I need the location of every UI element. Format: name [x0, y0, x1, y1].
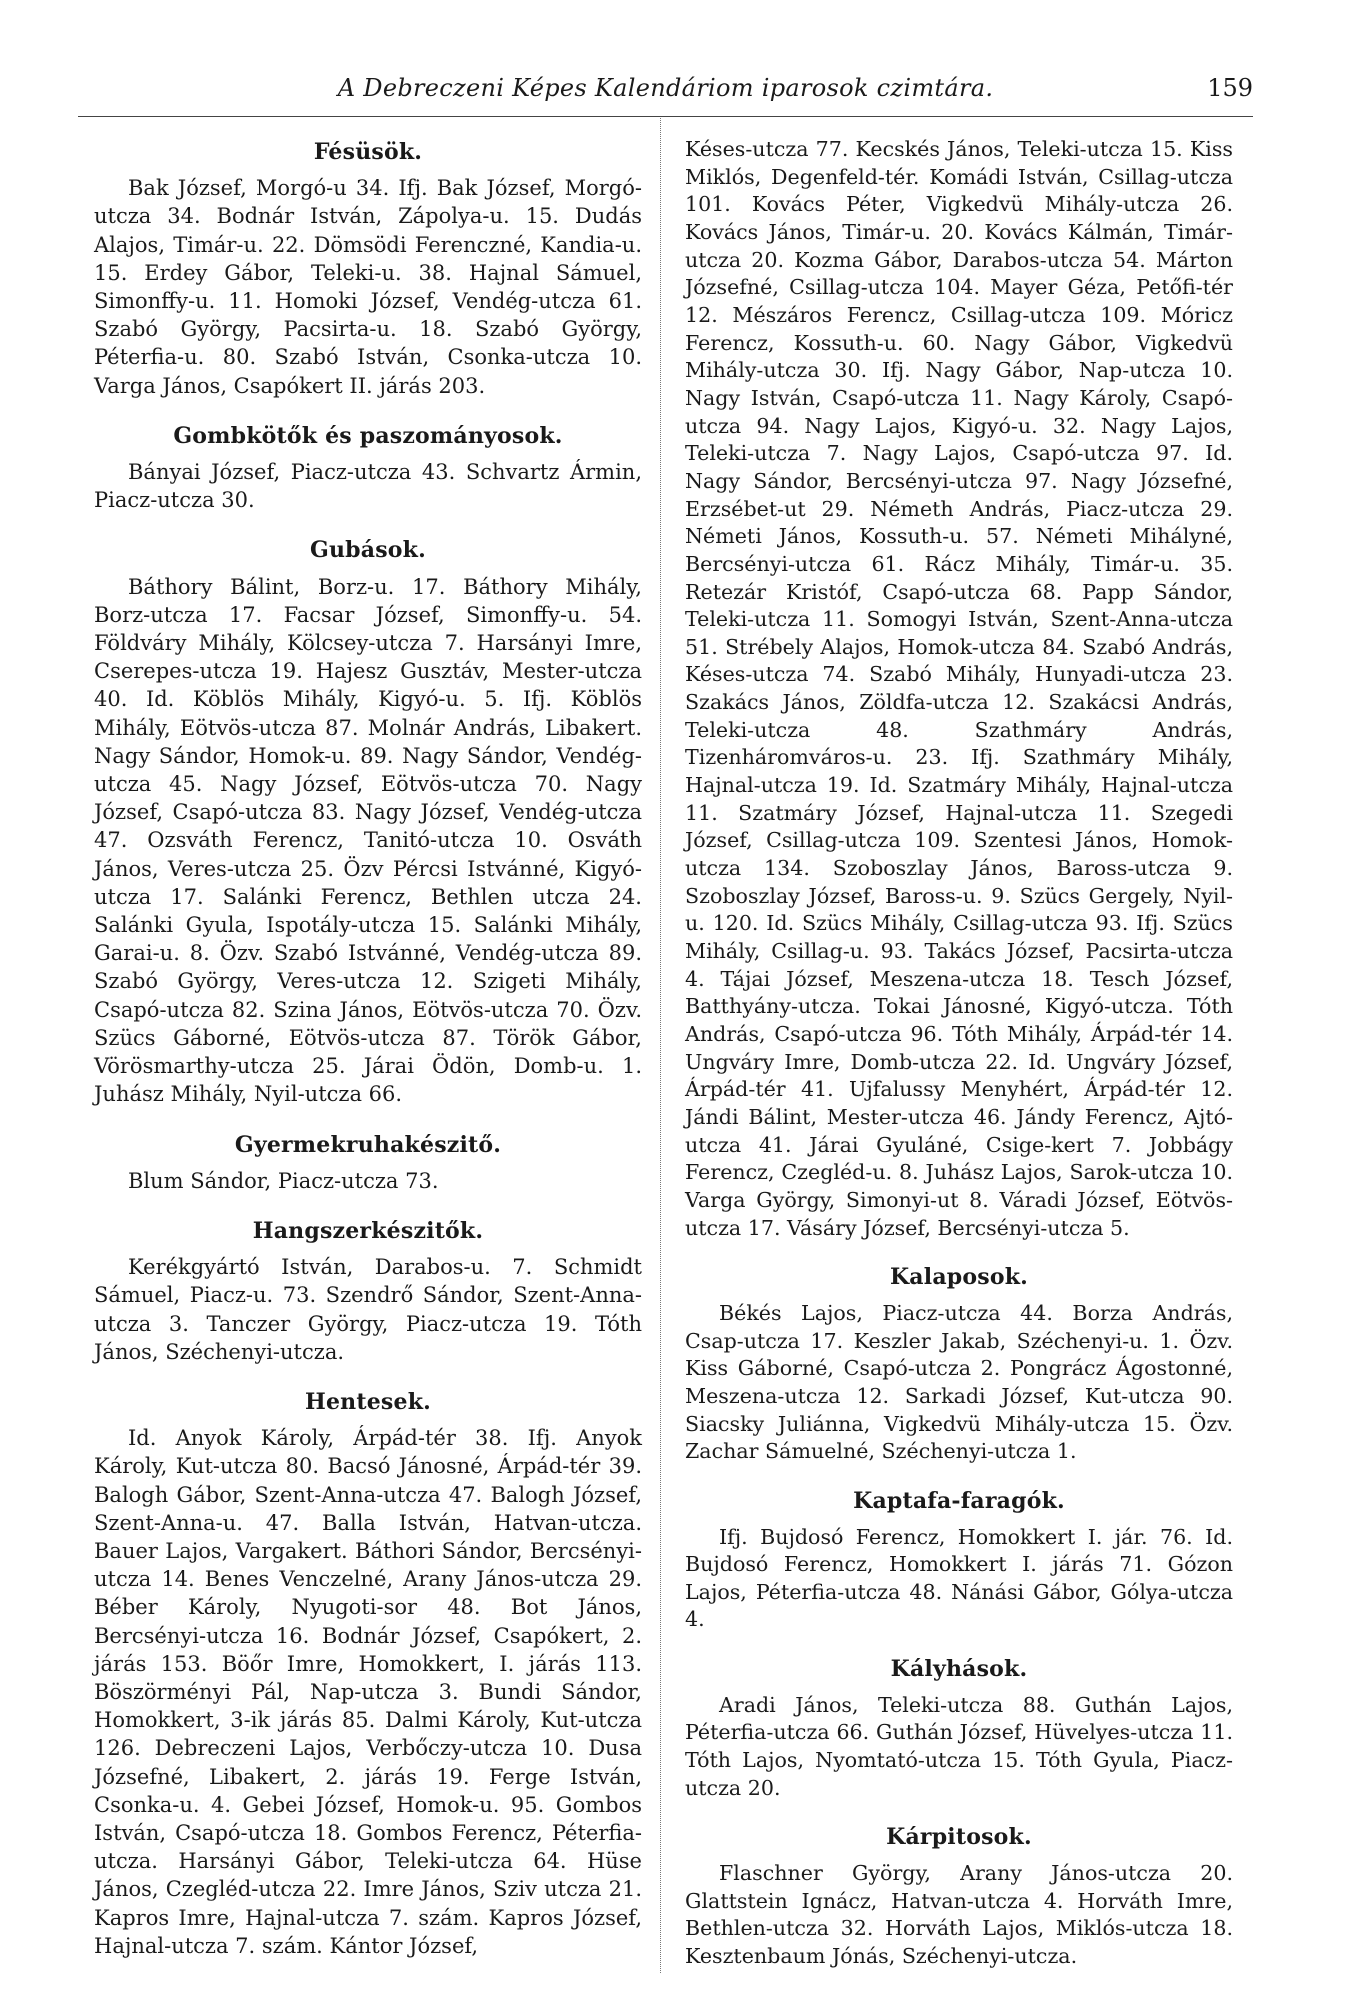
section-kalyhasok	[685, 1634, 1233, 1802]
section-gyermekruha	[94, 1109, 642, 1195]
section-text: Id. Anyok Károly, Árpád-tér 38. Ifj. Anyok Károly, Kut-utcza 80. Bacsó Jánosné, Árpád-tér 39. Balogh Gábor, Szent-Anna-utcza 47. Balogh József, Szent-Anna-u. 47. Balla István, Hatvan-utcza. Bauer Lajos, Vargakert. Báthori Sándor, Bercsényi-utcza 14. Benes Venczelné, Arany János-utcza 29. Béber Károly, Nyugoti-sor 48. Bot János, Bercsényi-utcza 16. Bodnár József, Csapókert, 2. járás 153. Böőr Imre, Homokkert, I. járás 113. Böszörményi Pál, Nap-utcza 3. Bundi Sándor, Homokkert, 3-ik járás 85. Dalmi Károly, Kut-utcza 126. Debreczeni Lajos, Verbőczy-utcza 10. Dusa Józsefné, Libakert, 2. járás 19. Ferge István, Csonka-u. 4. Gebei József, Homok-u. 95. Gombos István, Csapó-utcza 18. Gombos Ferencz, Péterfia-utcza. Harsányi Gábor, Teleki-utcza 64. Hüse János, Czegléd-utcza 22. Imre János, Sziv utcza 21. Kapros Imre, Hajnal-utcza 7. szám. Kapros József, Hajnal-utcza 7. szám. Kántor József,	[94, 1426, 642, 1958]
section-hangszer	[94, 1195, 642, 1366]
column-divider	[660, 118, 661, 1973]
section-kalaposok	[685, 1242, 1233, 1466]
section-title: Gombkötők és paszományosok.	[173, 422, 563, 449]
section-text: Ifj. Bujdosó Ferencz, Homokkert I. jár. 76. Id. Bujdosó Ferencz, Homokkert I. járás 71. Gózon Lajos, Péterfia-utcza 48. Nánási Gábor, Gólya-utcza 4.	[685, 1524, 1233, 1632]
section-title: Kaptafa-faragók.	[853, 1487, 1065, 1514]
section-text: Bak József, Morgó-u 34. Ifj. Bak József, Morgó-utcza 34. Bodnár István, Zápolya-u. 15. Dudás Alajos, Timár-u. 22. Dömsödi Ferenczné, Kandia-u. 15. Erdey Gábor, Teleki-u. 38. Hajnal Sámuel, Simonffy-u. 11. Homoki József, Vendég-utcza 61. Szabó György, Pacsirta-u. 18. Szabó György, Péterfia-u. 80. Szabó István, Csonka-utcza 10. Varga János, Csapókert II. járás 203.	[94, 176, 642, 398]
section-text: Báthory Bálint, Borz-u. 17. Báthory Mihály, Borz-utcza 17. Facsar József, Simonffy-u. 54. Földváry Mihály, Kölcsey-utcza 7. Harsányi Imre, Cserepes-utcza 19. Hajesz Gusztáv, Mester-utcza 40. Id. Köblös Mihály, Kigyó-u. 5. Ifj. Köblös Mihály, Eötvös-utcza 87. Molnár András, Libakert. Nagy Sándor, Homok-u. 89. Nagy Sándor, Vendég-utcza 45. Nagy József, Eötvös-utcza 70. Nagy József, Csapó-utcza 83. Nagy József, Vendég-utcza 47. Ozsváth Ferencz, Tanitó-utcza 10. Osváth János, Veres-utcza 25. Özv Pércsi Istvánné, Kigyó-utcza 17. Salánki Ferencz, Bethlen utcza 24. Salánki Gyula, Ispotály-utcza 15. Salánki Mihály, Garai-u. 8. Özv. Szabó Istvánné, Vendég-utcza 89. Szabó György, Veres-utcza 12. Szigeti Mihály, Csapó-utcza 82. Szina János, Eötvös-utcza 70. Özv. Szücs Gáborné, Eötvös-utcza 87. Török Gábor, Vörösmarthy-utcza 25. Járai Ödön, Domb-u. 1. Juhász Mihály, Nyil-utcza 66.	[94, 574, 642, 1107]
section-hentesek-continued	[685, 136, 1233, 1242]
section-text: Bányai József, Piacz-utcza 43. Schvartz Ármin, Piacz-utcza 30.	[94, 460, 642, 513]
section-text: Flaschner György, Arany János-utcza 20. Glattstein Ignácz, Hatvan-utcza 4. Horváth Imre, Bethlen-utcza 32. Horváth Lajos, Miklós-utcza 18. Kesztenbaum Jónás, Széchenyi-utcza.	[685, 1861, 1233, 1969]
section-title: Hentesek.	[304, 1388, 432, 1415]
section-title: Hangszerkészitők.	[252, 1217, 484, 1244]
section-hentesek	[94, 1366, 642, 1960]
right-column	[685, 136, 1233, 1971]
section-gubasok	[94, 514, 642, 1108]
header-title: A Debreczeni Képes Kalendáriom iparosok czimtára.	[337, 74, 994, 102]
section-title: Fésüsök.	[313, 139, 423, 165]
section-title: Kályhások.	[890, 1656, 1028, 1683]
section-text: Aradi János, Teleki-utcza 88. Guthán Lajos, Péterfia-utcza 66. Guthán József, Hüvelyes-utcza 11. Tóth Lajos, Nyomtató-utcza 15. Tóth Gyula, Piacz-utcza 20.	[685, 1692, 1233, 1800]
section-title: Kalaposok.	[889, 1264, 1028, 1291]
section-text: Blum Sándor, Piacz-utcza 73.	[128, 1168, 439, 1193]
section-gombkotok	[94, 400, 642, 515]
section-karpitosok	[685, 1802, 1233, 1970]
section-text-continuation: Késes-utcza 77. Kecskés János, Teleki-utcza 15. Kiss Miklós, Degenfeld-tér. Komádi István, Csillag-utcza 101. Kovács Péter, Vigkedvü Mihály-utcza 26. Kovács János, Timár-u. 20. Kovács Kálmán, Timár-utcza 20. Kozma Gábor, Darabos-utcza 54. Márton Józsefné, Csillag-utcza 104. Mayer Géza, Petőfi-tér 12. Mészáros Ferencz, Csillag-utcza 109. Móricz Ferencz, Kossuth-u. 60. Nagy Gábor, Vigkedvü Mihály-utcza 30. Ifj. Nagy Gábor, Nap-utcza 10. Nagy István, Csapó-utcza 11. Nagy Károly, Csapó-utcza 94. Nagy Lajos, Kigyó-u. 32. Nagy Lajos, Teleki-utcza 7. Nagy Lajos, Csapó-utcza 97. Id. Nagy Sándor, Bercsényi-utcza 97. Nagy Józsefné, Erzsébet-ut 29. Németh András, Piacz-utcza 29. Németi János, Kossuth-u. 57. Németi Mihályné, Bercsényi-utcza 61. Rácz Mihály, Timár-u. 35. Retezár Kristóf, Csapó-utcza 68. Papp Sándor, Teleki-utcza 11. Somogyi István, Szent-Anna-utcza 51. Strébely Alajos, Homok-utcza 84. Szabó András, Késes-utcza 74. Szabó Mihály, Hunyadi-utcza 23. Szakács János, Zöldfa-utcza 12. Szakácsi András, Teleki-utcza 48. Szathmáry András, Tizenháromváros-u. 23. Ifj. Szathmáry Mihály, Hajnal-utcza 19. Id. Szatmáry Mihály, Hajnal-utcza 11. Szatmáry József, Hajnal-utcza 11. Szegedi József, Csillag-utcza 109. Szentesi János, Homok-utcza 134. Szoboszlay János, Baross-utcza 9. Szoboszlay József, Baross-u. 9. Szücs Gergely, Nyil-u. 120. Id. Szücs Mihály, Csillag-utcza 93. Ifj. Szücs Mihály, Csillag-u. 93. Takács József, Pacsirta-utcza 4. Tájai József, Meszena-utcza 18. Tesch József, Batthyány-utcza. Tokai Jánosné, Kigyó-utcza. Tóth András, Csapó-utcza 96. Tóth Mihály, Árpád-tér 14. Ungváry Imre, Domb-utcza 22. Id. Ungváry József, Árpád-tér 41. Ujfalussy Menyhért, Árpád-tér 12. Jándi Bálint, Mester-utcza 46. Jándy Ferencz, Ajtó-utcza 41. Járai Gyuláné, Csige-kert 7. Jobbágy Ferencz, Czegléd-u. 8. Juhász Lajos, Sarok-utcza 10. Varga György, Simonyi-ut 8. Váradi József, Eötvös-utcza 17. Vásáry József, Bercsényi-utcza 5.	[685, 137, 1233, 1240]
section-title: Gyermekruhakészitő.	[234, 1131, 502, 1158]
section-text: Békés Lajos, Piacz-utcza 44. Borza András, Csap-utcza 17. Keszler Jakab, Széchenyi-u. 1. Özv. Kiss Gáborné, Csapó-utcza 2. Pongrácz Ágostonné, Meszena-utcza 12. Sarkadi József, Kut-utcza 90. Siacsky Juliánna, Vigkedvü Mihály-utcza 15. Özv. Zachar Sámuelné, Széchenyi-utcza 1.	[685, 1300, 1233, 1464]
running-header	[78, 70, 1253, 117]
section-title: Gubások.	[310, 537, 426, 564]
page-number: 159	[1207, 74, 1253, 102]
section-fesusok	[94, 136, 642, 400]
section-text: Kerékgyártó István, Darabos-u. 7. Schmidt Sámuel, Piacz-u. 73. Szendrő Sándor, Szent-Anna-utcza 3. Tanczer György, Piacz-utcza 19. Tóth János, Széchenyi-utcza.	[94, 1255, 642, 1364]
section-kaptafa	[685, 1466, 1233, 1634]
section-title: Kárpitosok.	[886, 1824, 1032, 1851]
left-column	[94, 136, 642, 1960]
